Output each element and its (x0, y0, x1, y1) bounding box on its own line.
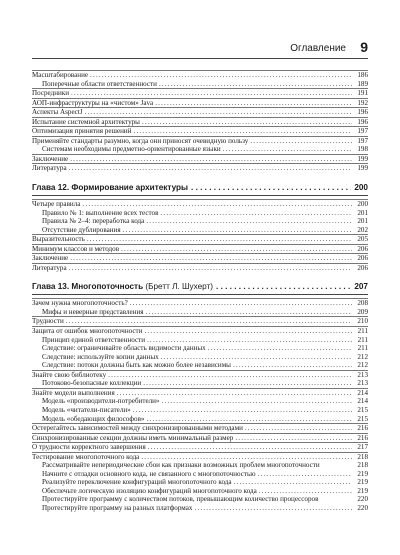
dot-leader (216, 281, 351, 292)
toc-entry-page: 220 (357, 495, 368, 504)
dot-leader (146, 415, 352, 424)
dot-leader (69, 264, 352, 273)
dot-leader (108, 371, 352, 380)
dot-leader (146, 308, 352, 317)
dot-leader (90, 71, 352, 80)
toc-entry[interactable] (32, 452, 368, 462)
toc-entry-title: Модель «обедающих философов» (42, 414, 145, 423)
toc-entry-page: 219 (357, 486, 368, 495)
toc-entry-page: 211 (357, 344, 368, 353)
dot-leader (123, 226, 352, 235)
toc-entry-page: 220 (357, 503, 368, 512)
toc-entry-title: Следствие: потоки должны быть как можно более независимы (42, 361, 231, 370)
toc-entry-title: Испытание системной архитектуры (32, 117, 140, 126)
toc-entry[interactable] (32, 308, 368, 317)
toc-entry-page: 186 (357, 71, 368, 79)
toc-entry-page: 212 (357, 361, 368, 370)
dot-leader (141, 453, 352, 462)
toc-entry[interactable] (32, 504, 368, 513)
toc-entry-title: Минимум классов и методов (32, 244, 120, 253)
dot-leader (146, 217, 352, 226)
toc-entry-page: 189 (357, 79, 368, 88)
toc-entry-title: Рассматривайте непериодические сбои как признаки возможных проблем многопоточности (42, 461, 320, 470)
dot-leader (133, 406, 352, 415)
toc-entry[interactable] (32, 117, 368, 127)
toc-entry-title: Системам необходимы предметно-ориентированные языки (42, 145, 221, 154)
toc-entry-title: Тестирование многопоточного кода (32, 452, 140, 461)
toc-entry-title: Синхронизированные секции должны иметь минимальный размер (32, 433, 234, 442)
toc-entry[interactable] (32, 379, 368, 388)
toc-entry-page: 197 (357, 136, 368, 145)
toc-entry[interactable] (32, 88, 368, 98)
toc-entry-page: 215 (357, 414, 368, 423)
toc-entry-title: Поперечные области ответственности (42, 79, 157, 88)
toc-entry-title: Правило № 1: выполнение всех тестов (42, 208, 159, 217)
toc-entry[interactable] (32, 326, 368, 336)
page-number: 9 (360, 39, 368, 55)
toc-entry-page: 197 (357, 127, 368, 136)
toc-entry-page: 215 (357, 405, 368, 414)
dot-leader (85, 108, 353, 117)
toc-entry-page: 198 (357, 145, 368, 154)
toc-entry-title: Протестируйте программу на разных платформах (42, 503, 193, 512)
toc-entry-title: Мифы и неверные представления (42, 307, 144, 316)
toc-entry-page: 214 (357, 397, 368, 406)
toc-entry-title: Потоково-безопасные коллекции (42, 379, 142, 388)
dot-leader (155, 99, 352, 108)
toc-entry-title: Оптимизация принятия решений (32, 127, 132, 136)
toc-entry-page: 216 (357, 433, 368, 442)
dot-leader (194, 504, 352, 513)
toc-entry-page: 201 (357, 208, 368, 217)
toc-entry-title: Модель «читатели-писатели» (42, 405, 131, 414)
toc-entry[interactable] (32, 370, 368, 380)
toc-entry[interactable] (32, 98, 368, 108)
toc-entry-title: Правила № 2–4: переработка кода (42, 217, 145, 226)
dot-leader (160, 209, 352, 218)
dot-leader (250, 137, 352, 146)
toc-entry[interactable] (32, 361, 368, 370)
toc-entry[interactable] (32, 199, 368, 209)
toc-entry[interactable] (32, 470, 368, 479)
toc-entry-title: Зачем нужна многопоточность? (32, 299, 128, 308)
toc-entry-page: 216 (357, 424, 368, 433)
toc-entry-page: 201 (357, 217, 368, 226)
toc-entry[interactable] (32, 316, 368, 326)
toc-entry-title: АОП-инфраструктуры на «чистом» Java (32, 98, 154, 107)
toc-entry-page: 213 (357, 370, 368, 379)
toc-entry-page: 218 (357, 461, 368, 470)
dot-leader (235, 434, 352, 443)
toc-entry[interactable] (32, 433, 368, 443)
toc-entry[interactable] (32, 415, 368, 424)
toc-entry-title: Начните с отладки основного кода, не связанного с многопоточностью (42, 469, 256, 478)
table-of-contents (32, 70, 368, 513)
toc-entry-page: 219 (357, 478, 368, 487)
chapter-author: (Бретт Л. Шухерт) (145, 282, 214, 292)
toc-entry[interactable] (32, 344, 368, 353)
toc-entry-title: О трудности корректного завершения (32, 443, 146, 452)
toc-entry[interactable] (32, 406, 368, 415)
header-title: Оглавление (290, 43, 346, 54)
toc-entry-page: 202 (357, 225, 368, 234)
dot-leader (70, 155, 352, 164)
toc-entry-title: Заключение (32, 254, 69, 263)
toc-entry[interactable] (32, 263, 368, 273)
dot-leader (159, 80, 352, 89)
chapter-title-text: Глава 12. Формирование архитектуры (32, 183, 189, 193)
toc-entry[interactable] (32, 442, 368, 452)
toc-entry[interactable] (32, 495, 368, 504)
toc-entry-page: 213 (357, 379, 368, 388)
chapter-heading[interactable] (32, 182, 368, 196)
toc-entry-title: Обеспечьте логическую изоляцию конфигураций многопоточного кода (42, 486, 257, 495)
dot-leader (134, 127, 352, 136)
toc-entry-title: Масштабирование (32, 71, 89, 79)
toc-entry-title: Знайте свою библиотеку (32, 370, 107, 379)
dot-leader (208, 344, 352, 353)
dot-leader (147, 336, 352, 345)
dot-leader (117, 389, 352, 398)
toc-entry-title: Аспекты AspectJ (32, 108, 83, 117)
toc-entry-page: 214 (357, 388, 368, 397)
toc-entry-title: Протестируйте программу с количеством потоков, превышающим количество процессоров (42, 495, 319, 504)
toc-entry-page: 196 (357, 117, 368, 126)
chapter-heading[interactable] (32, 281, 368, 295)
toc-entry[interactable] (32, 388, 368, 398)
running-header (32, 38, 368, 59)
toc-entry[interactable] (32, 423, 368, 433)
dot-leader (234, 478, 352, 487)
toc-entry[interactable] (32, 209, 368, 218)
toc-entry[interactable] (32, 107, 368, 117)
toc-entry-page: 196 (357, 108, 368, 117)
dot-leader (142, 118, 352, 127)
toc-entry-title: Трудности (32, 317, 64, 326)
toc-entry-title: Знайте модели выполнения (32, 388, 115, 397)
toc-entry-page: 210 (357, 317, 368, 326)
toc-entry-page: 205 (357, 235, 368, 244)
dot-leader (161, 353, 352, 362)
toc-entry[interactable] (32, 154, 368, 164)
toc-entry-title: Четыре правила (32, 200, 81, 209)
toc-entry[interactable] (32, 136, 368, 146)
dot-leader (191, 182, 351, 193)
dot-leader (144, 327, 352, 336)
toc-entry-page: 192 (357, 98, 368, 107)
dot-leader (87, 235, 352, 244)
toc-entry-title: Применяйте стандарты разумно, когда они приносят очевидную пользу (32, 136, 249, 145)
dot-leader (259, 487, 352, 496)
toc-entry-title: Отсутствие дублирования (42, 225, 121, 234)
toc-entry[interactable] (32, 145, 368, 154)
dot-leader (121, 245, 352, 254)
toc-entry-title: Заключение (32, 154, 69, 163)
chapter-title (32, 182, 188, 193)
toc-entry-title: Литература (32, 263, 67, 272)
toc-entry-page: 211 (357, 335, 368, 344)
dot-leader (245, 424, 352, 433)
toc-entry-title: Модель «производители-потребители» (42, 397, 160, 406)
toc-entry-title: Защита от ошибок многопоточности (32, 327, 143, 336)
toc-entry-title: Следствие: используйте копии данных (42, 352, 159, 361)
dot-leader (66, 317, 352, 326)
toc-entry-page: 200 (357, 200, 368, 209)
toc-entry[interactable] (32, 244, 368, 254)
toc-entry-page: 206 (357, 263, 368, 272)
toc-entry-page: 209 (357, 307, 368, 316)
toc-entry-page: 218 (357, 452, 368, 461)
toc-entry[interactable] (32, 234, 368, 244)
chapter-title-text: Глава 13. Многопоточность (32, 282, 144, 292)
toc-entry-title: Литература (32, 164, 67, 173)
toc-entry-title: Реализуйте переключение конфигураций многопоточного кода (42, 478, 232, 487)
dot-leader (143, 379, 352, 388)
toc-entry[interactable] (32, 126, 368, 136)
toc-entry-page: 191 (357, 89, 368, 98)
toc-entry-page: 211 (357, 327, 368, 336)
toc-entry[interactable] (32, 397, 368, 406)
toc-entry-page: 199 (357, 164, 368, 173)
dot-leader (148, 443, 352, 452)
dot-leader (233, 361, 352, 370)
toc-entry[interactable] (32, 353, 368, 362)
toc-entry-title: Посредники (32, 89, 70, 98)
chapter-page: 200 (354, 183, 368, 193)
toc-entry-title: Принцип единой ответственности (42, 335, 146, 344)
chapter-page: 207 (354, 282, 368, 292)
toc-entry-page: 199 (357, 154, 368, 163)
toc-entry-page: 212 (357, 352, 368, 361)
toc-entry[interactable] (32, 70, 368, 80)
toc-entry-page: 206 (357, 244, 368, 253)
dot-leader (223, 145, 352, 154)
toc-entry[interactable] (32, 298, 368, 308)
dot-leader (130, 299, 352, 308)
dot-leader (161, 397, 352, 406)
toc-entry-title: Остерегайтесь зависимостей между синхронизированными методами (32, 424, 243, 433)
toc-entry-page: 206 (357, 254, 368, 263)
toc-entry-title: Следствие: ограничивайте область видимости данных (42, 344, 206, 353)
toc-entry[interactable] (32, 80, 368, 89)
toc-entry-title: Выразительность (32, 235, 85, 244)
toc-entry[interactable] (32, 226, 368, 235)
toc-entry-page: 217 (357, 443, 368, 452)
dot-leader (82, 200, 352, 209)
toc-entry[interactable] (32, 336, 368, 345)
toc-entry-page: 219 (357, 469, 368, 478)
toc-entry[interactable] (32, 478, 368, 487)
toc-entry[interactable] (32, 217, 368, 226)
toc-entry[interactable] (32, 487, 368, 496)
dot-leader (71, 89, 352, 98)
toc-entry[interactable] (32, 163, 368, 173)
chapter-title (32, 281, 213, 292)
dot-leader (258, 470, 352, 479)
toc-entry[interactable] (32, 253, 368, 263)
dot-leader (70, 254, 352, 263)
toc-entry[interactable] (32, 461, 368, 470)
dot-leader (69, 164, 352, 173)
toc-entry-page: 208 (357, 299, 368, 308)
